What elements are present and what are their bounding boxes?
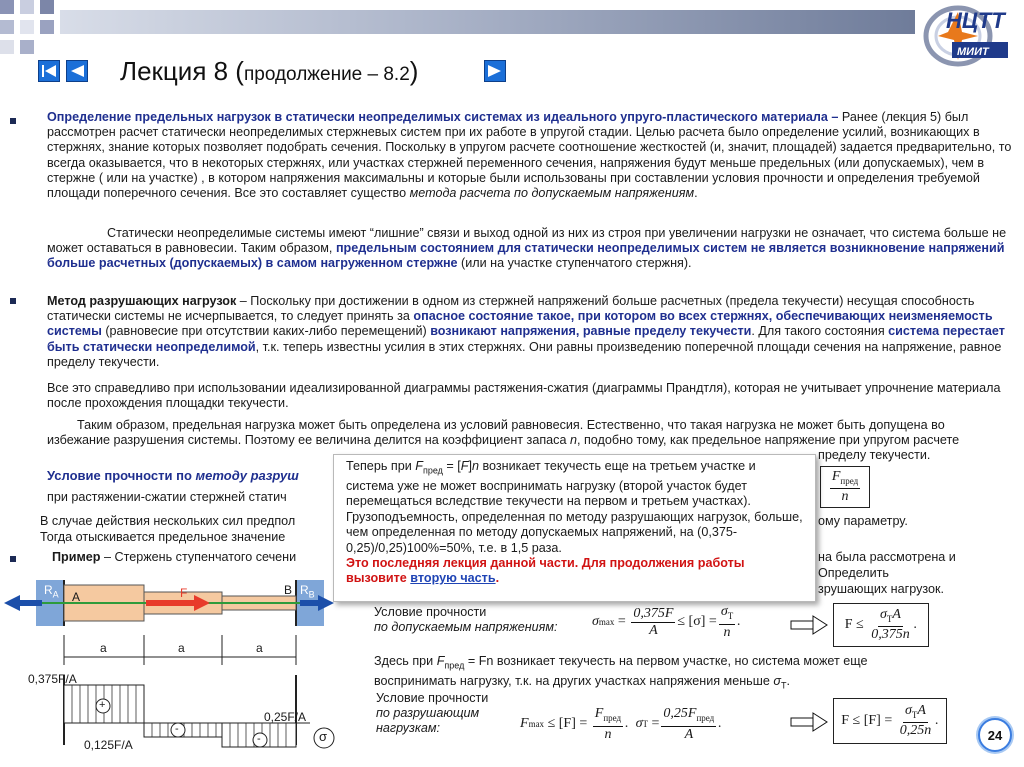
bullet [10, 298, 16, 304]
minus-sign: - [175, 723, 179, 735]
header-decoration [20, 20, 34, 34]
next-slide-button[interactable] [484, 60, 506, 82]
header-decoration [20, 0, 34, 14]
header-decoration [0, 20, 14, 34]
bar-diagram [0, 575, 335, 767]
header-band [60, 10, 915, 34]
header-decoration [0, 0, 14, 14]
stress-value-label: 0,125F/A [84, 738, 133, 752]
reaction-a-label: $R_A$ [44, 583, 59, 600]
arrow-right-icon [487, 64, 503, 78]
info-popup: Теперь при $F_{пред} = [F]n$ возникает текучесть еще на третьем участке и система уже не может воспринимать нагрузку (второй участок будет перемещаться вследствие текучести на первом и третьем участках). Грузоподъемность, определенная по методу разрушающих нагрузок, больше, чем определенная по методу допускаемых напряжений, на (0,375-0,25)/0,25)100%=50%, т.е. в 1,5 раза. Это последняя лекция данной части. Для продолжения работы вызовите вторую часть. [333, 454, 816, 602]
stress-value-label: 0,375F/A [28, 672, 77, 686]
condition-line: Тогда отыскивается предельное значение [40, 530, 286, 544]
condition-label: Условие прочности по допускаемым напряжениям: [374, 605, 558, 635]
example-text: Определить [818, 566, 889, 580]
length-label: a [256, 641, 263, 655]
page-number: 24 [978, 718, 1012, 752]
arrow-right-icon [790, 712, 828, 732]
logo-text: НЦТТ [946, 8, 1005, 33]
result-formula-box: F ≤ $\frac{\sigma_ТA}{0,375n}$ . [833, 603, 929, 647]
paragraph-definition: Определение предельных нагрузок в статически неопределимых системах из идеального упруго-пластического материала – Ранее (лекция 5) был рассмотрен расчет статически неопределимых стержневых систем при их работе в упругой стадии. Целью расчета было определение усилий, возникающих в стержнях, знание которых позволяет подобрать сечения. Поскольку в упругом расчете соотношение жесткостей (и, значит, площадей) задается предварительно, то всегда оказывается, что в некоторых стержнях, или участках стержней переменного сечения, напряжения будут меньше предельных (или допускаемых), чем в стержне ( или на участке) , в котором напряжения максимальны и которые были использованы при составлении условия прочности и определения требуемой площади поперечного сечения. Все это составляет существо метода расчета по допускаемым напряжениям. [47, 110, 1012, 201]
logo [918, 2, 1014, 68]
stress-value-label: 0,25F/A [264, 710, 307, 724]
point-b-label: B [284, 583, 293, 597]
sigma-label: σ [319, 729, 328, 744]
paragraph-limit-load: Таким образом, предельная нагрузка может быть определена из условий равновесия. Естественно, что такая нагрузка не может быть допущена во избежание разрушения системы. Поэтому ее величина делится на коэффициент запаса n, подобно тому, как предельное напряжение при упругом расчете [47, 418, 960, 448]
result-formula-box: F ≤ [F] = $\frac{\sigma_ТA}{0,25n}$ . [833, 698, 947, 744]
length-label: a [178, 641, 185, 655]
condition-formula: $\frac{F_{пред}}{n}$ [820, 466, 870, 508]
point-a-label: A [72, 590, 81, 604]
bullet [10, 556, 16, 562]
allowable-stress-formula: σ max = $\frac{0,375F}{A}$ ≤ [σ] = $\frac{\sigma_Т}{n}$ . [592, 604, 741, 640]
condition-line: при растяжении-сжатии стержней статич [47, 490, 287, 504]
plus-sign: + [99, 699, 106, 711]
reaction-arrow-left [4, 595, 20, 611]
paragraph-prandtl: Все это справедливо при использовании идеализированной диаграммы растяжения-сжатия (диаграммы Прандтля), которая не учитывает упрочнение материала после прохождения площадки текучести. [47, 381, 1001, 411]
example-text: на была рассмотрена и [818, 550, 956, 564]
destructive-load-formula: F max ≤ [F] = $\frac{F_{пред}}{n}$ . σ Т = $\frac{0,25F_{пред}}{A}$ . [520, 706, 722, 742]
first-slide-button[interactable] [38, 60, 60, 82]
second-part-link[interactable]: вторую часть [410, 571, 496, 586]
header-decoration [0, 40, 14, 54]
condition-line: В случае действия нескольких сил предпол [40, 514, 296, 528]
paragraph-method: Метод разрушающих нагрузок – Поскольку при достижении в одном из стержней напряжений больше расчетных (предела текучести) несущая способность статически системы не исчерпывается, то следует принять за опасное состояние такое, при котором во всех стержнях, обеспечивающих неизменяемость системы (равновесие при отсутствии каких-либо перемещений) возникают напряжения, равные пределу текучести. Для такого состояния система перестает быть статически неопределимой, т.к. теперь известны усилия в этих стержнях. Они равны произведению поперечной площади сечения на напряжение, равное пределу текучести. [47, 294, 1005, 369]
minus-sign: - [257, 733, 261, 745]
header-decoration [20, 40, 34, 54]
logo-subtext: МИИТ [954, 46, 992, 58]
note-text: Здесь при $F_{пред} = Fn$ возникает текучесть на первом участке, но система может еще воспринимать нагрузку, т.к. на других участках напряжения меньше $\sigma_Т$. [374, 654, 868, 691]
header-decoration [40, 20, 54, 34]
previous-slide-button[interactable] [66, 60, 88, 82]
condition-label: Условие прочности по разрушающим нагрузкам: [376, 691, 489, 736]
force-label: F [180, 586, 188, 600]
header-decoration [40, 0, 54, 14]
example-text: зрушающих нагрузок. [818, 582, 945, 596]
reaction-b-label: $R_B$ [300, 583, 315, 600]
example-heading: Пример – Стержень ступенчатого сечени [52, 550, 297, 564]
paragraph-limit-state: Статически неопределимые системы имеют “лишние” связи и выход одной из них из строя при увеличении нагрузки не означает, что система больше не может оставаться в равновесии. Таким образом, предельным состоянием для статически неопределимых систем не является возникновение напряжений больше расчетных (допускаемых) в самом нагруженном стержне (или на участке ступенчатого стержня). [47, 226, 1007, 271]
page-title: Лекция 8 (продолжение – 8.2) [120, 56, 419, 86]
condition-heading: Условие прочности по методу разруш [47, 468, 299, 483]
length-label: a [100, 641, 107, 655]
arrow-left-icon [69, 64, 85, 78]
arrow-right-icon [790, 615, 828, 635]
reaction-arrow-right [318, 595, 334, 611]
skip-back-icon [41, 64, 57, 78]
bullet [10, 118, 16, 124]
paragraph-limit-load-end: пределу текучести. [818, 448, 931, 462]
condition-line-end: ому параметру. [818, 514, 908, 528]
